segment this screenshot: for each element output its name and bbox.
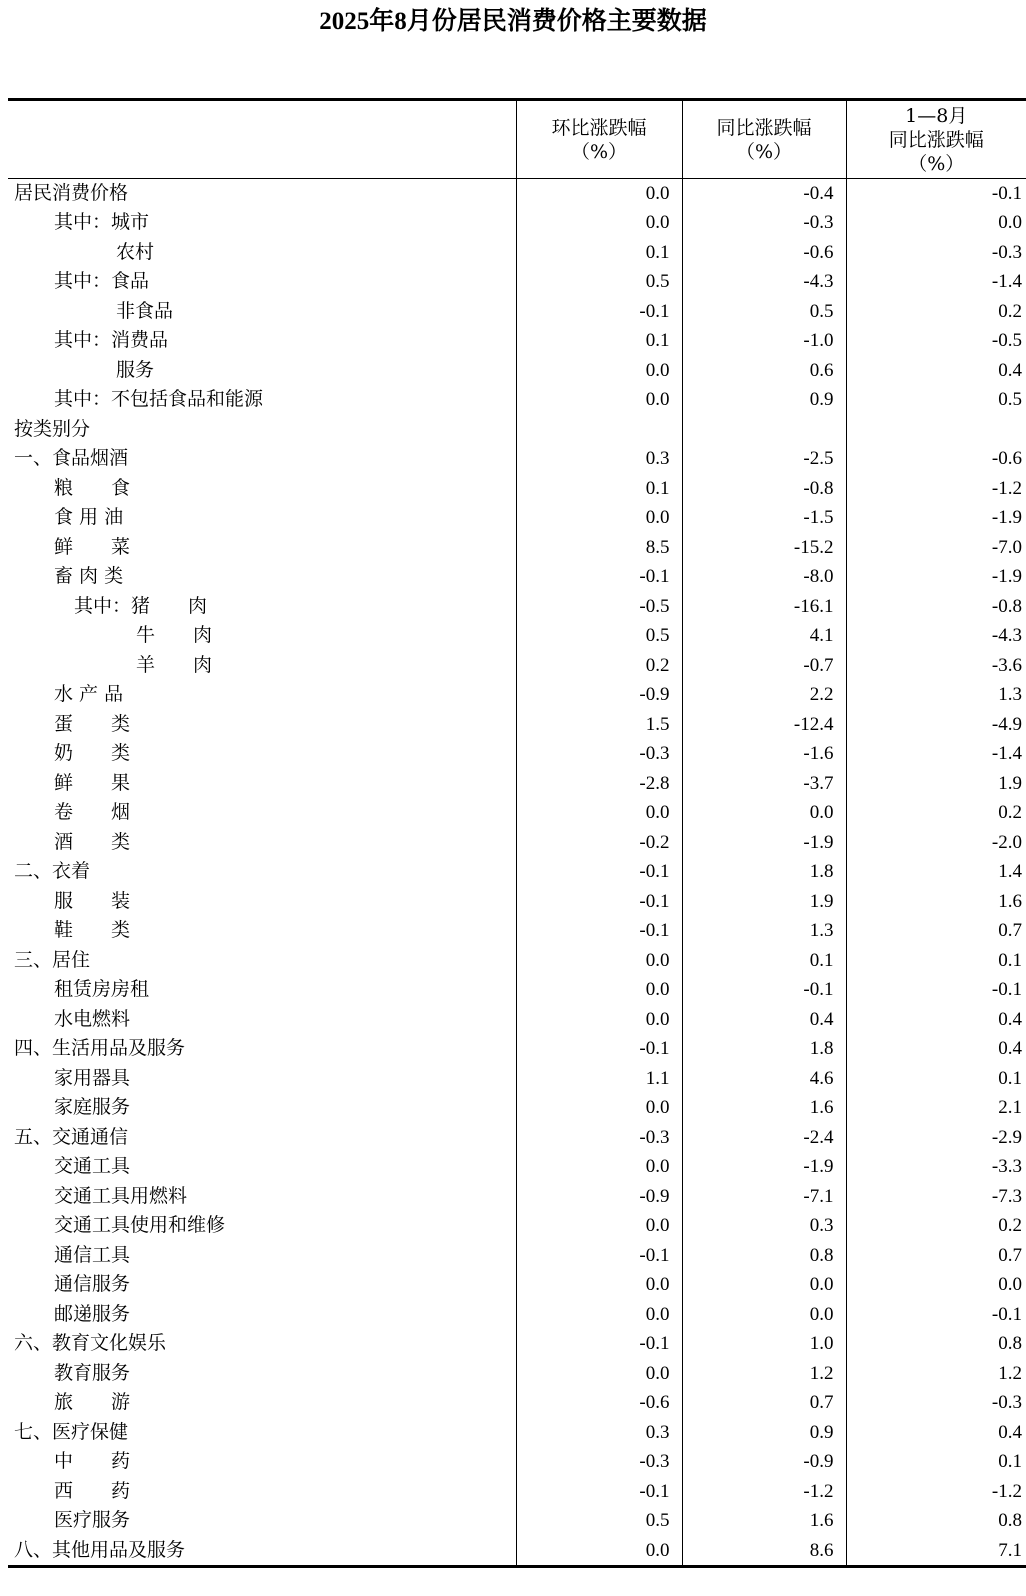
value-yoy: -1.0 [682, 326, 846, 356]
value-ytd: 0.4 [846, 1418, 1026, 1448]
value-yoy: -0.1 [682, 975, 846, 1005]
value-mom: -0.1 [516, 1329, 682, 1359]
value-ytd: -0.1 [846, 1300, 1026, 1330]
row-label: 奶 类 [54, 742, 131, 765]
row-label: 二、衣着 [14, 860, 91, 883]
header-ytd-unit: （%） [908, 152, 965, 175]
table-row [8, 916, 1026, 946]
value-ytd: -3.6 [846, 651, 1026, 681]
table-row [8, 828, 1026, 858]
table-row [8, 1506, 1026, 1536]
value-yoy: 2.2 [682, 680, 846, 710]
table-row [8, 1300, 1026, 1330]
value-yoy: 1.8 [682, 857, 846, 887]
value-yoy: 0.3 [682, 1211, 846, 1241]
table-row [8, 1536, 1026, 1567]
value-ytd: -1.4 [846, 739, 1026, 769]
value-ytd: 0.1 [846, 1064, 1026, 1094]
row-label: 旅 游 [54, 1391, 131, 1414]
row-label: 医疗服务 [54, 1509, 131, 1532]
value-ytd: -0.5 [846, 326, 1026, 356]
value-mom: -0.1 [516, 1241, 682, 1271]
table-row [8, 1388, 1026, 1418]
row-label: 其中：不包括食品和能源 [54, 388, 264, 411]
value-mom: -0.6 [516, 1388, 682, 1418]
value-yoy: 0.1 [682, 946, 846, 976]
table-row [8, 179, 1026, 209]
value-ytd: 0.1 [846, 946, 1026, 976]
value-mom: 0.1 [516, 238, 682, 268]
row-label: 水电燃料 [54, 1007, 131, 1030]
value-yoy: 1.0 [682, 1329, 846, 1359]
value-mom: -0.5 [516, 592, 682, 622]
table-row [8, 1359, 1026, 1389]
value-ytd: -7.0 [846, 533, 1026, 563]
value-yoy: -0.3 [682, 208, 846, 238]
value-yoy: -1.5 [682, 503, 846, 533]
value-ytd: -1.9 [846, 562, 1026, 592]
table-row [8, 356, 1026, 386]
value-yoy: -12.4 [682, 710, 846, 740]
value-mom: -0.1 [516, 857, 682, 887]
page-title: 2025年8月份居民消费价格主要数据 [319, 8, 707, 35]
value-ytd: -3.3 [846, 1152, 1026, 1182]
row-label: 服务 [116, 358, 155, 381]
row-label: 通信工具 [54, 1243, 131, 1266]
value-mom: -0.3 [516, 1447, 682, 1477]
table-row [8, 208, 1026, 238]
header-yoy [682, 100, 846, 179]
row-label: 交通工具使用和维修 [54, 1214, 226, 1237]
table-row [8, 739, 1026, 769]
table-row [8, 857, 1026, 887]
value-mom: 0.0 [516, 1300, 682, 1330]
value-ytd: -0.1 [846, 975, 1026, 1005]
value-mom: 0.0 [516, 975, 682, 1005]
value-ytd: -4.9 [846, 710, 1026, 740]
value-mom: 0.1 [516, 474, 682, 504]
value-mom: 0.0 [516, 1270, 682, 1300]
value-mom: 0.0 [516, 1536, 682, 1567]
value-mom: -0.1 [516, 887, 682, 917]
row-label: 交通工具用燃料 [54, 1184, 188, 1207]
value-mom: 0.0 [516, 1093, 682, 1123]
value-yoy: 1.2 [682, 1359, 846, 1389]
row-label: 通信服务 [54, 1273, 131, 1296]
value-yoy: 0.9 [682, 1418, 846, 1448]
value-mom: -0.9 [516, 680, 682, 710]
value-yoy: -4.3 [682, 267, 846, 297]
row-label: 家庭服务 [54, 1096, 131, 1119]
row-label: 其中：猪 肉 [74, 594, 208, 617]
table-row [8, 1034, 1026, 1064]
value-yoy: -0.9 [682, 1447, 846, 1477]
value-yoy: 0.0 [682, 1270, 846, 1300]
value-yoy: -1.9 [682, 828, 846, 858]
row-label: 服 装 [54, 889, 131, 912]
row-label: 畜 肉 类 [54, 565, 124, 588]
header-mom-unit: （%） [570, 140, 628, 163]
value-ytd: -0.6 [846, 444, 1026, 474]
value-mom: 0.0 [516, 1152, 682, 1182]
value-mom: -0.3 [516, 739, 682, 769]
value-yoy: -3.7 [682, 769, 846, 799]
value-yoy: -2.5 [682, 444, 846, 474]
row-label: 教育服务 [54, 1361, 131, 1384]
value-yoy: 1.3 [682, 916, 846, 946]
value-mom: 0.0 [516, 385, 682, 415]
row-label: 鲜 菜 [54, 535, 131, 558]
value-mom: 1.5 [516, 710, 682, 740]
header-mom [516, 100, 682, 179]
value-ytd: 1.2 [846, 1359, 1026, 1389]
table-row [8, 592, 1026, 622]
value-yoy: 0.4 [682, 1005, 846, 1035]
row-label: 羊 肉 [136, 653, 213, 676]
value-ytd: 0.4 [846, 356, 1026, 386]
value-yoy: 0.7 [682, 1388, 846, 1418]
table-header-row [8, 100, 1026, 179]
row-label: 其中：消费品 [54, 329, 169, 352]
value-mom: 0.2 [516, 651, 682, 681]
value-yoy: -16.1 [682, 592, 846, 622]
value-yoy: -1.2 [682, 1477, 846, 1507]
table-row [8, 1447, 1026, 1477]
row-label: 蛋 类 [54, 712, 131, 735]
header-ytd [846, 100, 1026, 179]
value-yoy: 0.5 [682, 297, 846, 327]
table-row [8, 1329, 1026, 1359]
value-mom: -0.1 [516, 916, 682, 946]
row-label: 其中：食品 [54, 270, 150, 293]
value-mom: -0.1 [516, 1477, 682, 1507]
row-label: 牛 肉 [136, 624, 213, 647]
row-label: 卷 烟 [54, 801, 131, 824]
table-row [8, 621, 1026, 651]
value-yoy: -0.7 [682, 651, 846, 681]
cpi-table [8, 98, 1026, 1568]
table-row [8, 415, 1026, 445]
value-ytd: 0.7 [846, 916, 1026, 946]
row-label: 三、居住 [14, 948, 91, 971]
table-row [8, 769, 1026, 799]
row-label: 八、其他用品及服务 [8, 1536, 516, 1567]
value-mom: -0.1 [516, 562, 682, 592]
value-yoy: -15.2 [682, 533, 846, 563]
value-yoy: -0.6 [682, 238, 846, 268]
value-yoy: 1.6 [682, 1093, 846, 1123]
table-row [8, 326, 1026, 356]
value-mom: 0.0 [516, 503, 682, 533]
value-mom: 0.0 [516, 179, 682, 209]
header-ytd-period: 1—8月 [905, 104, 968, 127]
table-row [8, 238, 1026, 268]
table-row [8, 562, 1026, 592]
value-yoy: 0.9 [682, 385, 846, 415]
row-label: 居民消费价格 [14, 182, 129, 204]
value-ytd: -1.2 [846, 1477, 1026, 1507]
value-mom: -2.8 [516, 769, 682, 799]
table-row [8, 503, 1026, 533]
table-row [8, 1064, 1026, 1094]
table-row [8, 798, 1026, 828]
value-mom: -0.9 [516, 1182, 682, 1212]
row-label: 鲜 果 [54, 771, 131, 794]
row-label: 按类别分 [14, 417, 91, 440]
value-yoy: 4.6 [682, 1064, 846, 1094]
value-ytd: 1.4 [846, 857, 1026, 887]
value-mom: 0.3 [516, 444, 682, 474]
row-label: 租赁房房租 [54, 978, 150, 1001]
value-yoy: -2.4 [682, 1123, 846, 1153]
row-label: 一、食品烟酒 [14, 447, 129, 470]
value-yoy: -0.4 [682, 179, 846, 209]
value-ytd: 1.6 [846, 887, 1026, 917]
value-ytd: 0.0 [846, 1270, 1026, 1300]
value-ytd: -0.3 [846, 238, 1026, 268]
value-mom: 0.0 [516, 1005, 682, 1035]
value-ytd [846, 415, 1026, 445]
row-label: 酒 类 [54, 830, 131, 853]
value-mom: 0.3 [516, 1418, 682, 1448]
row-label: 六、教育文化娱乐 [14, 1332, 167, 1355]
row-label: 食 用 油 [54, 506, 124, 529]
value-mom: 0.0 [516, 946, 682, 976]
value-mom: 0.5 [516, 1506, 682, 1536]
value-ytd: -2.9 [846, 1123, 1026, 1153]
row-label: 四、生活用品及服务 [14, 1037, 186, 1060]
value-ytd: 0.2 [846, 1211, 1026, 1241]
value-mom [516, 415, 682, 445]
table-row [8, 1005, 1026, 1035]
value-ytd: 0.4 [846, 1034, 1026, 1064]
value-mom: -0.2 [516, 828, 682, 858]
value-yoy: 0.0 [682, 1300, 846, 1330]
value-yoy: 8.6 [682, 1536, 846, 1567]
value-ytd: 0.2 [846, 798, 1026, 828]
header-yoy-unit: （%） [735, 140, 793, 163]
value-mom: 8.5 [516, 533, 682, 563]
value-ytd: 0.7 [846, 1241, 1026, 1271]
header-yoy-title: 同比涨跌幅 [716, 116, 812, 139]
value-yoy [682, 415, 846, 445]
row-label: 五、交通通信 [14, 1125, 129, 1148]
value-yoy: 1.6 [682, 1506, 846, 1536]
value-mom: 0.0 [516, 208, 682, 238]
value-ytd: 0.1 [846, 1447, 1026, 1477]
table-row [8, 1477, 1026, 1507]
value-yoy: -7.1 [682, 1182, 846, 1212]
header-label-cell [8, 100, 516, 179]
table-row [8, 385, 1026, 415]
value-yoy: -8.0 [682, 562, 846, 592]
value-ytd: -1.4 [846, 267, 1026, 297]
table-row [8, 297, 1026, 327]
value-ytd: 1.3 [846, 680, 1026, 710]
value-mom: 0.0 [516, 1359, 682, 1389]
table-row [8, 533, 1026, 563]
value-yoy: -0.8 [682, 474, 846, 504]
table-row [8, 975, 1026, 1005]
value-mom: -0.1 [516, 297, 682, 327]
value-yoy: 4.1 [682, 621, 846, 651]
value-mom: 0.0 [516, 798, 682, 828]
row-label: 鞋 类 [54, 919, 131, 942]
table-row [8, 267, 1026, 297]
table-row [8, 1182, 1026, 1212]
table-row [8, 651, 1026, 681]
value-ytd: -1.2 [846, 474, 1026, 504]
value-mom: 0.5 [516, 621, 682, 651]
table-row [8, 710, 1026, 740]
value-ytd: -7.3 [846, 1182, 1026, 1212]
table-row [8, 474, 1026, 504]
value-mom: 0.5 [516, 267, 682, 297]
value-yoy: 0.0 [682, 798, 846, 828]
value-ytd: -0.3 [846, 1388, 1026, 1418]
value-ytd: 2.1 [846, 1093, 1026, 1123]
table-row [8, 680, 1026, 710]
value-ytd: -0.8 [846, 592, 1026, 622]
row-label: 水 产 品 [54, 683, 124, 706]
row-label: 农村 [116, 240, 155, 263]
row-label: 非食品 [116, 299, 174, 322]
table-row [8, 1418, 1026, 1448]
value-ytd: 1.9 [846, 769, 1026, 799]
value-yoy: 0.6 [682, 356, 846, 386]
row-label: 邮递服务 [54, 1302, 131, 1325]
value-ytd: -4.3 [846, 621, 1026, 651]
table-row [8, 1123, 1026, 1153]
header-mom-title: 环比涨跌幅 [551, 116, 647, 139]
value-mom: 1.1 [516, 1064, 682, 1094]
row-label: 其中：城市 [54, 211, 150, 234]
row-label: 家用器具 [54, 1066, 131, 1089]
table-row [8, 1211, 1026, 1241]
value-mom: 0.1 [516, 326, 682, 356]
header-ytd-title: 同比涨跌幅 [888, 128, 984, 151]
value-ytd: -0.1 [846, 179, 1026, 209]
value-mom: -0.3 [516, 1123, 682, 1153]
value-ytd: 7.1 [846, 1536, 1026, 1567]
table-row [8, 1241, 1026, 1271]
value-yoy: 0.8 [682, 1241, 846, 1271]
value-mom: -0.1 [516, 1034, 682, 1064]
value-ytd: 0.4 [846, 1005, 1026, 1035]
value-ytd: 0.2 [846, 297, 1026, 327]
value-yoy: -1.9 [682, 1152, 846, 1182]
row-label: 粮 食 [54, 476, 131, 499]
table-row [8, 444, 1026, 474]
table-row [8, 1093, 1026, 1123]
row-label: 西 药 [54, 1479, 131, 1502]
table-row [8, 887, 1026, 917]
value-mom: 0.0 [516, 1211, 682, 1241]
value-yoy: -1.6 [682, 739, 846, 769]
value-ytd: 0.0 [846, 208, 1026, 238]
table-row [8, 1270, 1026, 1300]
row-label: 交通工具 [54, 1155, 131, 1178]
value-ytd: -1.9 [846, 503, 1026, 533]
value-ytd: 0.8 [846, 1506, 1026, 1536]
row-label: 七、医疗保健 [14, 1420, 129, 1443]
value-mom: 0.0 [516, 356, 682, 386]
value-yoy: 1.8 [682, 1034, 846, 1064]
value-ytd: -2.0 [846, 828, 1026, 858]
value-ytd: 0.8 [846, 1329, 1026, 1359]
table-row [8, 946, 1026, 976]
value-yoy: 1.9 [682, 887, 846, 917]
row-label: 中 药 [54, 1450, 131, 1473]
table-row [8, 1152, 1026, 1182]
table-body [8, 179, 1026, 1567]
value-ytd: 0.5 [846, 385, 1026, 415]
